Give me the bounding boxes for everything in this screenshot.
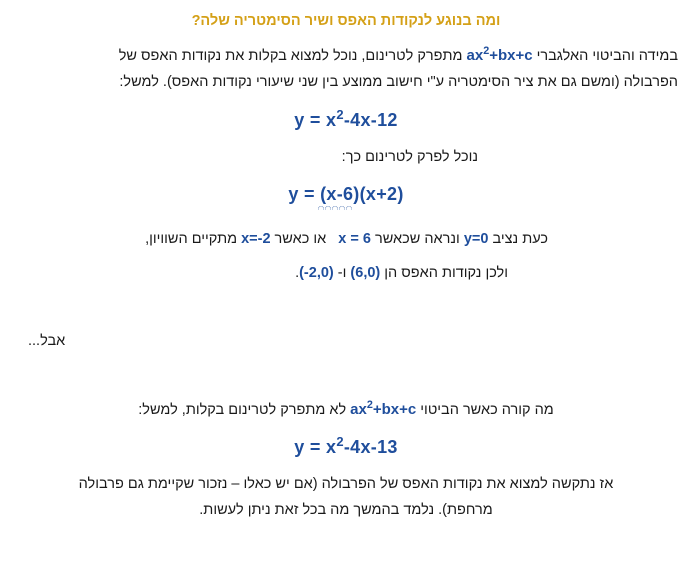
substitute-text-4: מתקיים השוויון, [145,231,238,248]
question-text-2: לא מתפרק לטרינום בקלות, למשל: [138,401,347,418]
zero-point-two: (-2,0) [299,265,334,281]
zeros-text-1: ולכן נקודות האפס הן [384,265,508,281]
closing-line-2: מרחפת). נלמד בהמשך מה בכל זאת ניתן לעשות. [199,502,493,518]
substitution-line [14,229,678,251]
zero-points-line [14,263,678,285]
zeros-text-2: ו- [337,265,347,281]
substitute-text-2: ונראה שכאשר [374,231,460,248]
question-text-1: מה קורה כאשר הביטוי [420,401,554,418]
factor-prompt: נוכל לפרק לטרינום כך: [341,148,478,165]
intro-text-before: במידה והביטוי האלגברי [536,48,678,64]
zero-point-one: (6,0) [350,265,381,281]
question-line [14,399,678,422]
intro-text-after: מתפרק לטרינום, נוכל למצוא בקלות את נקודות האפס של [118,48,463,64]
quadratic-expression-inline-2: $ax^2+bx+c$ [350,398,417,418]
equation-three: $y = x^2-4x-13$ [294,434,398,458]
substitute-text-3: או כאשר [274,231,327,248]
zeros-text-end: . [295,265,300,281]
spacer [14,383,678,399]
intro-paragraph [14,45,678,68]
spacer [14,221,678,229]
closing-line-1: אז נתקשה למצוא את נקודות האפס של הפרבולה (אם יש כאלו – נזכור שקיימת גם פרבולה [78,476,614,493]
spacer [14,289,678,315]
spacer [14,315,678,331]
equation-two: y = (x-6)(x+2) [14,184,678,205]
intro-paragraph-line2: הפרבולה (ומשם גם את ציר הסימטריה ע"י חישוב ממוצע בין שני שיעורי נקודות האפס). למשל: [119,73,678,90]
spacer [14,255,678,263]
but-line: אבל... [28,332,66,349]
substitute-text-1: כעת נציב [492,231,548,248]
x-value-six: x = 6 [338,231,371,248]
spacer [14,357,678,383]
y-equals-zero: y=0 [463,231,489,248]
equation-one: $y = x^2-4x-12$ [294,106,398,130]
quadratic-expression-inline: $ax^2+bx+c$ [466,45,533,64]
x-value-minus-two: x=-2 [241,231,271,248]
page-title: ומה בנוגע לנקודות האפס ושיר הסימטריה שלה? [191,13,501,29]
